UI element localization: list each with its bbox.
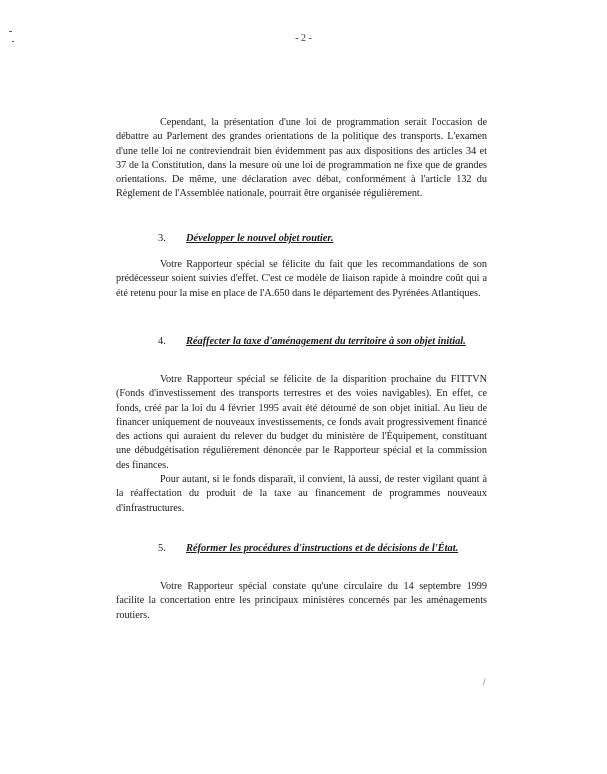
paragraph-text: Votre Rapporteur spécial se félicite de la disparition prochaine du FITTVN (Fonds d'investissement des transports terrestres et des voies navigables). En effet, ce fonds, créé par la loi du 4 février 1995 avait été détourné de son objet initial. Au lieu de financer uniquement de nouveaux investissements, ce fonds avait progressivement financé des actions qui auraient du relever du budget du ministère de l'Équipement, constituant une débudgétisation régulièrement dénoncée par le Rapporteur spécial et la commission des finances. (116, 374, 487, 471)
paragraph-text: Votre Rapporteur spécial se félicite du fait que les recommandations de son prédécesseur soient suivies d'effet. C'est ce modèle de liaison rapide à moindre coût qui a été retenu pour la mise en place de l'A.650 dans le département des Pyrénées Atlantiques. (116, 259, 487, 299)
scan-mark (9, 31, 12, 32)
section-number: 3. (158, 233, 166, 244)
paragraph-text: Pour autant, si le fonds disparaît, il convient, là aussi, de rester vigilant quant à la réaffectation du produit de la taxe au financement de programmes nouveaux d'infrastructures. (116, 474, 487, 514)
section-number: 4. (158, 336, 166, 347)
section-title: Réaffecter la taxe d'aménagement du territoire à son objet initial. (186, 336, 466, 347)
paragraph-section-5 (116, 580, 487, 623)
section-title: Développer le nouvel objet routier. (186, 233, 334, 244)
paragraph-text: Votre Rapporteur spécial constate qu'une circulaire du 14 septembre 1999 facilite la concertation entre les principaux ministères concernés par les aménagements routiers. (116, 581, 487, 621)
section-number: 5. (158, 543, 166, 554)
section-title: Réformer les procédures d'instructions et de décisions de l'État. (186, 543, 459, 554)
paragraph-text: Cependant, la présentation d'une loi de programmation serait l'occasion de débattre au Parlement des grandes orientations de la politique des transports. L'examen d'une telle loi ne contreviendrait bien évidemment pas aux dispositions des articles 34 et 37 de la Constitution, dans la mesure où une loi de programmation ne fixe que de grandes orientations. De même, une déclaration avec débat, conformément à l'article 132 du Règlement de l'Assemblée nationale, pourrait être organisée régulièrement. (116, 117, 487, 200)
paragraph-section-4 (116, 373, 487, 516)
page-number: - 2 - (295, 33, 312, 44)
paragraph-intro (116, 116, 487, 202)
section-heading-3 (158, 232, 488, 246)
section-heading-5 (158, 542, 488, 556)
paragraph-section-3 (116, 258, 487, 301)
corner-mark: / (483, 677, 486, 687)
section-heading-4 (158, 335, 488, 349)
